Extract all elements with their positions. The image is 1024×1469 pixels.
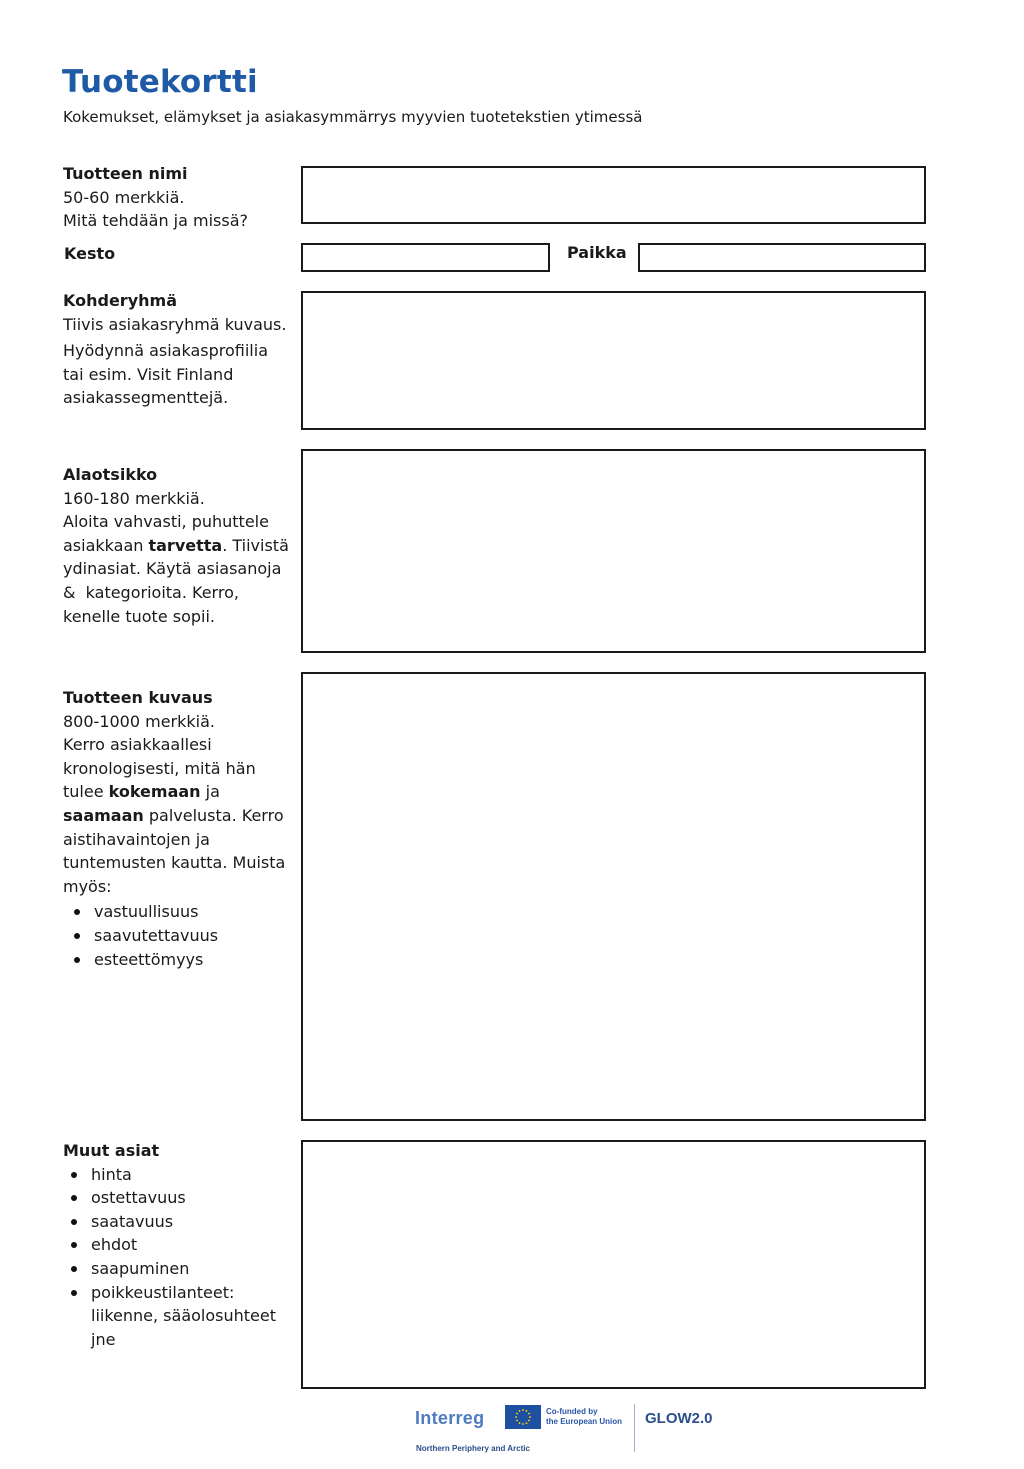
page-subtitle: Kokemukset, elämykset ja asiakasymmärrys myyvien tuotetekstien ytimessä (63, 108, 643, 126)
text: asiakkaan (63, 535, 149, 555)
description-hint: Kerro asiakkaallesi (63, 735, 212, 755)
text: palvelusta. Kerro (143, 805, 284, 825)
interreg-logo: Interreg (415, 1408, 485, 1428)
description-hint (63, 780, 298, 804)
bullet-item: esteettömyys (94, 948, 298, 972)
description-field[interactable] (301, 672, 926, 1121)
bullet-item: ehdot (91, 1233, 298, 1257)
eu-stars-icon (505, 1405, 541, 1429)
target-group-field[interactable] (301, 291, 926, 430)
description-hint (63, 804, 298, 828)
text: . Tiivistä (222, 535, 289, 555)
target-group-hint: tai esim. Visit Finland (63, 364, 234, 384)
cofunded-text (546, 1407, 622, 1427)
product-name-hint: Mitä tehdään ja missä? (63, 211, 248, 231)
bullet-item: hinta (91, 1163, 298, 1187)
product-name-hint: 50-60 merkkiä. (63, 187, 185, 207)
subheading-hint (63, 534, 298, 558)
target-group-label (63, 289, 298, 410)
bullet-item: saavutettavuus (94, 924, 298, 948)
cofunded-line: the European Union (546, 1417, 622, 1426)
glow-logo: GLOW2.0 (645, 1410, 713, 1427)
other-field[interactable] (301, 1140, 926, 1389)
location-field[interactable] (638, 243, 926, 272)
duration-label: Kesto (64, 244, 116, 263)
bullet-item (91, 1281, 298, 1352)
target-group-heading: Kohderyhmä (63, 291, 177, 310)
product-name-field[interactable] (301, 166, 926, 224)
subheading-label (63, 463, 298, 628)
target-group-hint: asiakassegmenttejä. (63, 388, 229, 408)
emphasis: tarvetta (148, 535, 223, 555)
emphasis: saamaan (63, 805, 144, 825)
description-hint: kronologisesti, mitä hän (63, 758, 256, 778)
subheading-hint: ydinasiat. Käytä asiasanoja (63, 559, 282, 579)
target-group-hint: Hyödynnä asiakasprofiilia (63, 341, 268, 361)
description-heading: Tuotteen kuvaus (63, 688, 213, 707)
bullet-text: liikenne, sääolosuhteet (91, 1306, 276, 1326)
target-group-hint: Tiivis asiakasryhmä kuvaus. (63, 314, 287, 334)
cofunded-line: Co-funded by (546, 1407, 598, 1416)
duration-field[interactable] (301, 243, 550, 272)
bullet-text: jne (91, 1329, 116, 1349)
bullet-item: ostettavuus (91, 1186, 298, 1210)
text: tulee (63, 782, 109, 802)
bullet-item: vastuullisuus (94, 900, 298, 924)
bullet-item: saapuminen (91, 1257, 298, 1281)
emphasis: kokemaan (108, 782, 201, 802)
description-hint: myös: (63, 876, 112, 896)
description-hint: 800-1000 merkkiä. (63, 711, 215, 731)
description-bullet-list (63, 900, 298, 971)
subheading-hint: 160-180 merkkiä. (63, 488, 205, 508)
subheading-hint: & kategorioita. Kerro, (63, 582, 239, 602)
other-heading: Muut asiat (63, 1141, 160, 1160)
page-title: Tuotekortti (62, 64, 258, 100)
text: ja (200, 782, 220, 802)
subheading-heading: Alaotsikko (63, 465, 158, 484)
subheading-field[interactable] (301, 449, 926, 653)
bullet-item: saatavuus (91, 1210, 298, 1234)
subheading-hint: kenelle tuote sopii. (63, 606, 216, 626)
other-bullet-list (63, 1163, 298, 1352)
subheading-hint: Aloita vahvasti, puhuttele (63, 512, 269, 532)
eu-flag-icon (505, 1405, 541, 1429)
other-label (63, 1139, 298, 1351)
program-name: Northern Periphery and Arctic (416, 1444, 530, 1453)
footer-logos (415, 1402, 735, 1462)
description-hint: tuntemusten kautta. Muista (63, 853, 286, 873)
description-hint: aistihavaintojen ja (63, 829, 210, 849)
product-name-heading: Tuotteen nimi (63, 164, 188, 183)
location-label: Paikka (567, 243, 627, 262)
logo-divider (634, 1404, 635, 1452)
bullet-text: poikkeustilanteet: (91, 1282, 235, 1302)
description-label (63, 686, 298, 971)
product-name-label (63, 162, 298, 233)
